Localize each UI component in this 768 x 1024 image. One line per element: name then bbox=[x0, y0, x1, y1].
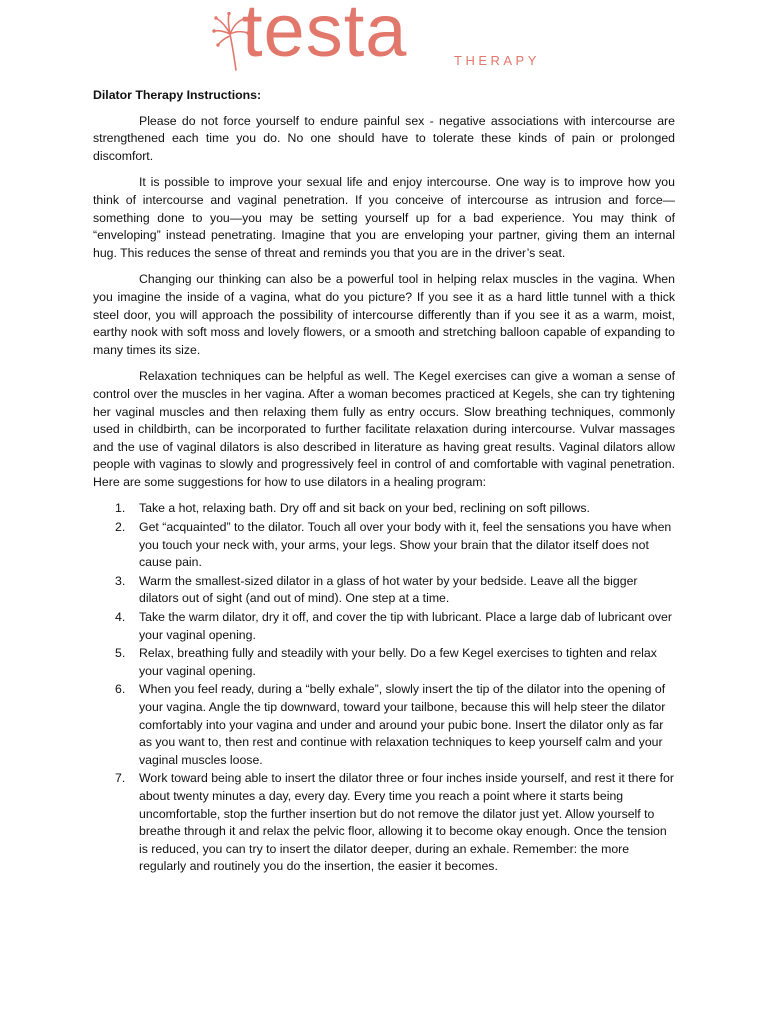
step-number: 7. bbox=[115, 771, 126, 786]
list-item bbox=[93, 500, 675, 518]
step-text: Take the warm dilator, dry it off, and cover the tip with lubricant. Place a large dab of lubricant over your vaginal opening. bbox=[139, 610, 672, 642]
list-item bbox=[93, 645, 675, 680]
list-item bbox=[93, 609, 675, 644]
list-item bbox=[93, 573, 675, 608]
step-number: 3. bbox=[115, 573, 126, 588]
document-body bbox=[93, 87, 675, 877]
step-text: Take a hot, relaxing bath. Dry off and sit back on your bed, reclining on soft pillows. bbox=[139, 501, 590, 516]
list-item bbox=[93, 770, 675, 876]
instruction-steps bbox=[93, 500, 675, 875]
paragraph: It is possible to improve your sexual life and enjoy intercourse. One way is to improve how you think of intercourse and vaginal penetration. If you conceive of intercourse as intrusion and force—something done to you—you may be setting yourself up for a bad experience. You may think of “enveloping” instead penetrating. Imagine that you are enveloping your partner, giving them an internal hug. This reduces the sense of threat and reminds you that you are in the driver’s seat. bbox=[93, 175, 675, 260]
step-number: 4. bbox=[115, 610, 126, 625]
list-item bbox=[93, 519, 675, 572]
step-text: When you feel ready, during a “belly exhale”, slowly insert the tip of the dilator into the opening of your vagina. Angle the tip downward, toward your tailbone, because this will help steer the dilator comfortably into your vagina and under and around your pubic bone. Insert the dilator only as far as you want to, then rest and continue with relaxation techniques to keep yourself calm and your vaginal muscles loose. bbox=[139, 682, 666, 767]
brand-name: testa bbox=[242, 0, 408, 72]
step-number: 1. bbox=[115, 501, 126, 516]
paragraph: Changing our thinking can also be a powerful tool in helping relax muscles in the vagina. When you imagine the inside of a vagina, what do you picture? If you see it as a hard little tunnel with a thick steel door, you will approach the possibility of intercourse differently than if you see it as a warm, moist, earthy nook with soft moss and lovely flowers, or a smooth and stretching balloon capable of expanding to many times its size. bbox=[93, 272, 675, 357]
paragraph: Please do not force yourself to endure painful sex - negative associations with intercourse are strengthened each time you do. No one should have to tolerate these kinds of pain or prolonged discomfort. bbox=[93, 113, 675, 163]
document-title: Dilator Therapy Instructions: bbox=[93, 88, 262, 102]
step-number: 2. bbox=[115, 520, 126, 535]
step-text: Get “acquainted” to the dilator. Touch all over your body with it, feel the sensations you have when you touch your neck with, your arms, your legs. Show your brain that the dilator itself does not cause pain. bbox=[139, 520, 672, 570]
brand-tagline: THERAPY bbox=[454, 53, 540, 68]
step-text: Warm the smallest-sized dilator in a glass of hot water by your bedside. Leave all the bigger dilators out of sight (and out of mind). One step at a time. bbox=[139, 573, 638, 606]
brand-logo bbox=[212, 0, 562, 76]
step-number: 6. bbox=[115, 682, 126, 697]
paragraph: Relaxation techniques can be helpful as well. The Kegel exercises can give a woman a sense of control over the muscles in her vagina. After a woman becomes practiced at Kegels, she can try tightening her vaginal muscles and then relaxing them fully as entry occurs. Slow breathing techniques, commonly used in childbirth, can be incorporated to further facilitate relaxation during intercourse. Vulvar massages and the use of vaginal dilators is also described in literature as having great results. Vaginal dilators allow people with vaginas to slowly and progressively feel in control of and comfortable with vaginal penetration. Here are some suggestions for how to use dilators in a healing program: bbox=[93, 369, 675, 489]
step-text: Relax, breathing fully and steadily with your belly. Do a few Kegel exercises to tighten and relax your vaginal opening. bbox=[139, 646, 657, 678]
list-item bbox=[93, 681, 675, 769]
step-number: 5. bbox=[115, 646, 126, 661]
step-text: Work toward being able to insert the dilator three or four inches inside yourself, and rest it there for about twenty minutes a day, every day. Every time you reach a point where it starts being uncomfortable, stop the further insertion but do not remove the dilator just yet. Allow yourself to breathe through it and relax the pelvic floor, allowing it to become okay enough. Once the tension is reduced, you can try to insert the dilator deeper, during an exhale. Remember: the more regularly and routinely you do the insertion, the easier it becomes. bbox=[139, 771, 674, 874]
